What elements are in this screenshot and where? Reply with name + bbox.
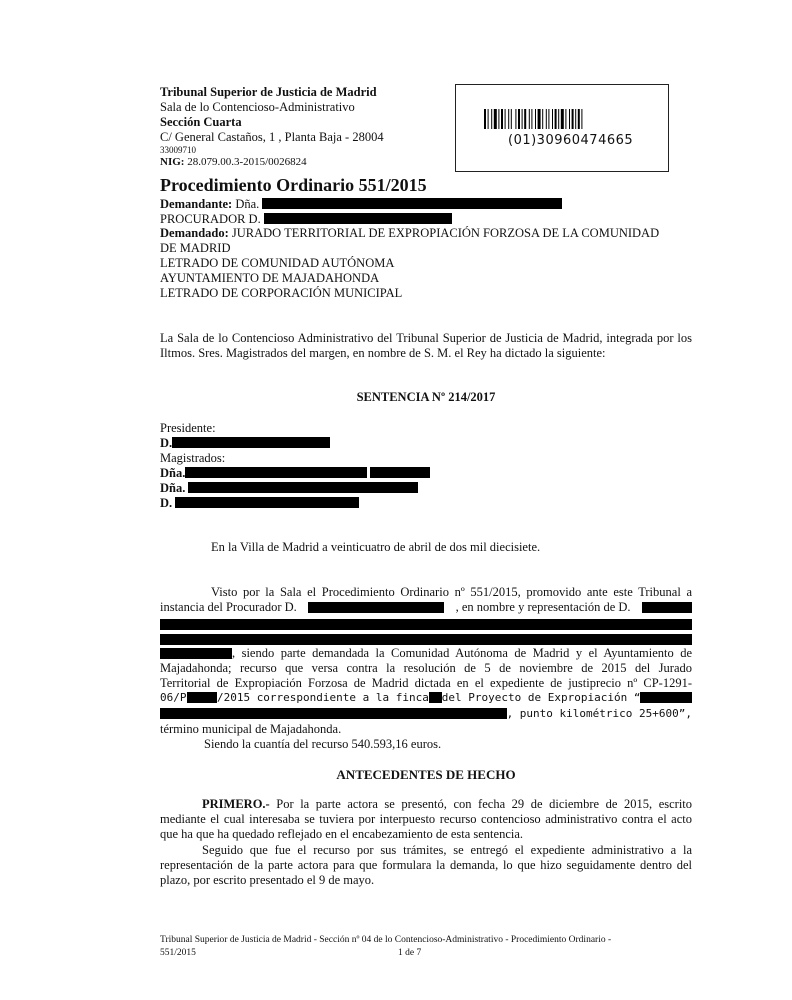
court-address: C/ General Castaños, 1 , Planta Baja - 28004 xyxy=(160,130,384,144)
judge-prefix: Dña. xyxy=(160,481,186,495)
section-name: Sección Cuarta xyxy=(160,115,242,129)
redaction-bar xyxy=(640,692,692,703)
visto-line xyxy=(160,600,692,615)
visto-line xyxy=(160,646,692,661)
barcode-bar xyxy=(529,109,530,129)
visto-text: del Proyecto de Expropiación “ xyxy=(441,691,641,704)
redaction-bar xyxy=(160,708,507,719)
defendant-line2: DE MADRID xyxy=(160,241,231,255)
procurator-prefix: PROCURADOR D. xyxy=(160,212,261,226)
judge-prefix: Dña. xyxy=(160,466,186,480)
primero-text: Por la parte actora se presentó, con fecha 29 de diciembre de 2015, escrito mediante el cual interesaba se tuviera por interpuesto recurso contencioso administrativo contra el acto que ha que ha quedado reflejado en el encabezamiento de esta sentencia. xyxy=(160,797,693,842)
place-date: En la Villa de Madrid a veinticuatro de abril de dos mil diecisiete. xyxy=(211,540,541,554)
procedure-title: Procedimiento Ordinario 551/2015 xyxy=(160,175,427,195)
primero-label: PRIMERO.- xyxy=(202,797,270,811)
barcode-bar xyxy=(511,109,512,129)
barcode-bar xyxy=(488,109,489,129)
president-label: Presidente: xyxy=(160,421,216,435)
barcode-number: (01)30960474665 xyxy=(508,133,634,148)
barcode-bar xyxy=(508,109,509,129)
barcode-bar xyxy=(531,109,532,129)
judge-prefix: D. xyxy=(160,496,173,510)
barcode-bar xyxy=(542,109,543,129)
redaction-bar xyxy=(175,497,359,508)
council-name: AYUNTAMIENTO DE MAJADAHONDA xyxy=(160,271,380,285)
defendant-name: JURADO TERRITORIAL DE EXPROPIACIÓN FORZOSA DE LA COMUNIDAD xyxy=(231,226,660,240)
nig-label: NIG: xyxy=(160,156,185,168)
barcode-bar xyxy=(581,109,582,129)
barcode-bar xyxy=(501,109,503,129)
barcode-bar xyxy=(494,109,497,129)
barcode-bar xyxy=(524,109,526,129)
redaction-bar xyxy=(160,634,692,645)
visto-text: 06/P xyxy=(160,691,187,704)
barcode-bar xyxy=(572,109,574,129)
barcode-bar xyxy=(555,109,557,129)
barcode-bar xyxy=(561,109,564,129)
barcode-bar xyxy=(535,109,536,129)
barcode-bar xyxy=(518,109,520,129)
barcode-bar xyxy=(538,109,541,129)
nig-line xyxy=(160,156,307,168)
visto-text: /2015 correspondiente a la finca xyxy=(216,691,429,704)
defendant-label: Demandado: xyxy=(160,226,229,240)
footer-line: 551/2015 xyxy=(160,948,196,958)
redaction-line xyxy=(160,618,692,633)
barcode-bar xyxy=(505,109,506,129)
visto-text: instancia del Procurador D. xyxy=(160,600,297,614)
redaction-bar xyxy=(187,692,217,703)
page-number: 1 de 7 xyxy=(398,948,422,958)
plaintiff-label: Demandante: xyxy=(160,197,233,211)
lawyer-municipal: LETRADO DE CORPORACIÓN MUNICIPAL xyxy=(160,286,403,300)
plaintiff-line xyxy=(160,197,562,212)
barcode-bar xyxy=(522,109,523,129)
intro-paragraph: La Sala de lo Contencioso Administrativo del Tribunal Superior de Justicia de Madrid, integrada por los Iltmos. Sres. Magistrados del margen, en nombre de S. M. el Rey ha dictado la siguiente: xyxy=(160,331,692,361)
magistrate-row xyxy=(160,481,418,496)
visto-line xyxy=(160,707,692,720)
primero-paragraph-2: Seguido que fue el recurso por sus trámites, se entregó el expediente administrativo a la representación de la parte actora para que formulara la demanda, lo que hizo seguidamente dentro del plazo, por escrito presentado el 9 de mayo. xyxy=(160,843,692,888)
court-code: 33009710 xyxy=(160,145,196,155)
redaction-bar xyxy=(185,467,367,478)
president-row xyxy=(160,436,330,451)
visto-line: Majadahonda; recurso que versa contra la resolución de 5 de noviembre de 2015 del Jurado xyxy=(160,661,692,675)
redaction-bar xyxy=(160,648,232,659)
chamber-name: Sala de lo Contencioso-Administrativo xyxy=(160,100,355,114)
redaction-bar xyxy=(642,602,692,613)
redaction-bar xyxy=(370,467,430,478)
barcode-bar xyxy=(575,109,576,129)
magistrate-row xyxy=(160,496,359,511)
redaction-bar xyxy=(172,437,330,448)
barcode-bar xyxy=(548,109,549,129)
barcode-bar xyxy=(484,109,486,129)
visto-line: término municipal de Majadahonda. xyxy=(160,722,342,736)
redaction-bar xyxy=(160,619,692,630)
magistrates-label: Magistrados: xyxy=(160,451,226,465)
defendant-line xyxy=(160,226,659,241)
sentence-title: SENTENCIA Nº 214/2017 xyxy=(356,390,496,404)
redaction-bar xyxy=(308,602,444,613)
redaction-bar xyxy=(262,198,562,209)
barcode-bar xyxy=(565,109,566,129)
barcode-bar xyxy=(515,109,516,129)
visto-text: , punto kilométrico 25+600”, xyxy=(506,707,692,720)
nig-value: 28.079.00.3-2015/0026824 xyxy=(187,156,307,168)
visto-line: Territorial de Expropiación Forzosa de Madrid dictada en el expediente de justiprecio nº CP-1291- xyxy=(160,676,692,690)
barcode-bar xyxy=(558,109,559,129)
visto-text: , en nombre y representación de D. xyxy=(455,600,631,614)
claim-amount: Siendo la cuantía del recurso 540.593,16 euros. xyxy=(204,737,442,751)
barcode-bar xyxy=(546,109,547,129)
visto-line: Visto por la Sala el Procedimiento Ordinario nº 551/2015, promovido ante este Tribunal a xyxy=(211,585,692,599)
section-heading: ANTECEDENTES DE HECHO xyxy=(336,767,516,782)
judge-prefix: D. xyxy=(160,436,173,450)
barcode-bar xyxy=(491,109,492,129)
visto-line xyxy=(160,691,692,704)
barcode-bar xyxy=(578,109,580,129)
visto-text: , siendo parte demandada la Comunidad Autónoma de Madrid y el Ayuntamiento de xyxy=(232,646,692,660)
redaction-bar xyxy=(264,213,452,224)
primero-paragraph xyxy=(160,797,692,843)
magistrate-row xyxy=(160,466,430,481)
court-name: Tribunal Superior de Justicia de Madrid xyxy=(160,85,377,99)
lawyer-autonomous: LETRADO DE COMUNIDAD AUTÓNOMA xyxy=(160,256,395,270)
barcode-bars xyxy=(484,109,639,129)
procurator-line xyxy=(160,212,452,227)
redaction-bar xyxy=(188,482,418,493)
plaintiff-prefix: Dña. xyxy=(235,197,260,211)
barcode-bar xyxy=(569,109,570,129)
barcode-bar xyxy=(552,109,553,129)
barcode-bar xyxy=(498,109,499,129)
barcode-box xyxy=(455,84,669,172)
footer-line: Tribunal Superior de Justicia de Madrid - Sección nº 04 de lo Contencioso-Administrativo - Procedimiento Ordinario - xyxy=(160,935,612,945)
redaction-bar xyxy=(429,692,442,703)
